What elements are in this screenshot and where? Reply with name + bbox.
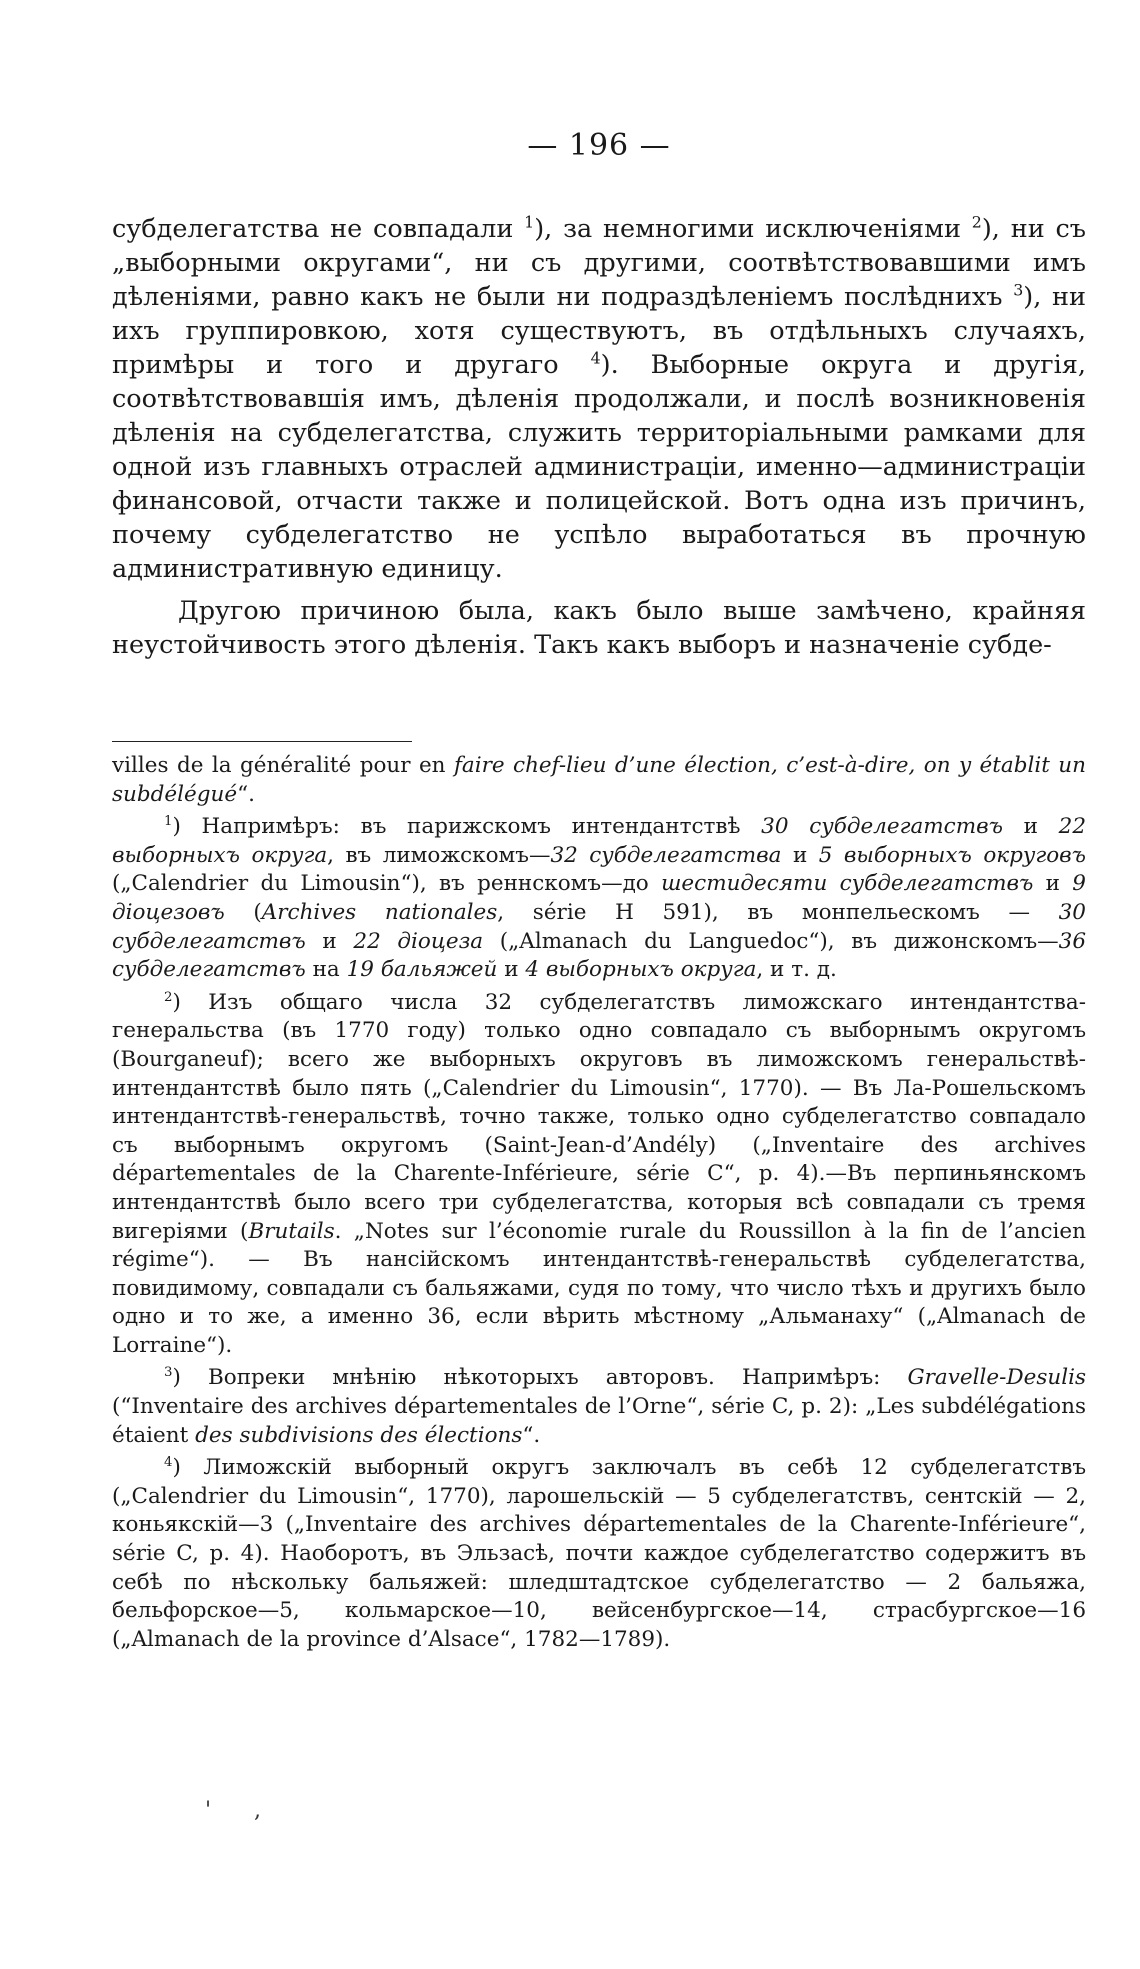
footnote-ref-4: 4: [590, 348, 601, 368]
paragraph-1: субделегатства не совпадали $^1$), за немногими исключеніями $^2$), ни съ „выборными округами“, ни съ другими, соотвѣтствовавшими имъ дѣленіями, равно какъ не были ни подраздѣленіемъ послѣднихъ $^3$), ни ихъ группировкою, хотя существуютъ, въ отдѣльныхъ случаяхъ, примѣры и того и другаго $^4$). Выборные округа и другія, соотвѣтствовавшія имъ, дѣленія продолжали, и послѣ возникновенія дѣленія на субделегатства, служить территоріальными рамками для одной изъ главныхъ отраслей администраціи, именно—администраціи финансовой, отчасти также и полицейской. Вотъ одна изъ причинъ, почему субделегатство не успѣло выработаться въ прочную административную единицу.: [112, 212, 1087, 584]
footnote-1: $^1$) Напримѣръ: въ парижскомъ интендантствѣ 30 субделегатствъ и 22 выборныхъ округа, въ лиможскомъ—32 субделегатства и 5 выборныхъ округовъ („Calendrier du Limousin“), въ реннскомъ—до шестидесяти субделегатствъ и 9 діоцезовъ (Archives nationales, série H 591), въ монпельескомъ — 30 субделегатствъ и 22 діоцеза („Almanach du Languedoc“), въ дижонскомъ—36 субделегатствъ на 19 бальяжей и 4 выборныхъ округа, и т. д.: [112, 814, 1087, 983]
stray-marks: ' ,: [205, 1798, 280, 1823]
footnote-4: $^4$) Лиможскій выборный округъ заключалъ въ себѣ 12 субделегатствъ („Calendrier du Limousin“, 1770), ларошельскій — 5 субделегатствъ, сентскій — 2, коньякскій—3 („Inventaire des archives départementales de la Charente-Inférieure“, série C, p. 4). Наоборотъ, въ Эльзасѣ, почти каждое субделегатство содержитъ въ себѣ по нѣскольку бальяжей: шледштадтское субделегатство — 2 бальяжа, бельфорское—5, кольмарское—10, вейсенбургское—14, страсбургское—16 („Almanach de la province d’Alsace“, 1782—1789).: [112, 1455, 1086, 1652]
main-text: [112, 212, 1086, 662]
paragraph-2: Другою причиною была, какъ было выше замѣчено, крайняя неустойчивость этого дѣленія. Такъ какъ выборъ и назначеніе субде-: [112, 596, 1086, 660]
footnotes: [112, 752, 1086, 1658]
footnote-continuation: villes de la généralité pour en faire chef-lieu d’une élection, c’est-à-dire, on y établit un subdélégué“.: [112, 753, 1086, 807]
footnote-ref-2: 2: [971, 212, 982, 232]
footnote-divider: [112, 741, 412, 742]
footnote-ref-3: 3: [1013, 280, 1024, 300]
footnote-3: $^3$) Вопреки мнѣнію нѣкоторыхъ авторовъ. Напримѣръ: Gravelle-Desulis (“Inventaire des archives départementales de l’Orne“, série C, p. 2): „Les subdélégations étaient des subdivisions des élections“.: [112, 1365, 1086, 1448]
footnote-2: $^2$) Изъ общаго числа 32 субделегатствъ лиможскаго интендантства-генеральства (въ 1770 году) только одно совпадало съ выборнымъ округомъ (Bourganeuf); всего же выборныхъ округовъ въ лиможскомъ генеральствѣ-интендантствѣ было пять („Calendrier du Limousin“, 1770). — Въ Ла-Рошельскомъ интендантствѣ-генеральствѣ, точно также, только одно субделегатство совпадало съ выборнымъ округомъ (Saint-Jean-d’Andély) („Inventaire des archives départementales de la Charente-Inférieure, série C“, p. 4).—Въ перпиньянскомъ интендантствѣ было всего три субделегатства, которыя всѣ совпадали съ тремя вигеріями (Brutails. „Notes sur l’économie rurale du Roussillon à la fin de l’ancien régime“). — Въ нансійскомъ интендантствѣ-генеральствѣ субделегатства, повидимому, совпадали съ бальяжами, судя по тому, что число тѣхъ и другихъ было одно и то же, а именно 36, если вѣрить мѣстному „Альманаху“ („Almanach de Lorraine“).: [112, 989, 1086, 1358]
footnote-ref-1: 1: [524, 212, 535, 232]
page-number: — 196 —: [527, 128, 671, 163]
